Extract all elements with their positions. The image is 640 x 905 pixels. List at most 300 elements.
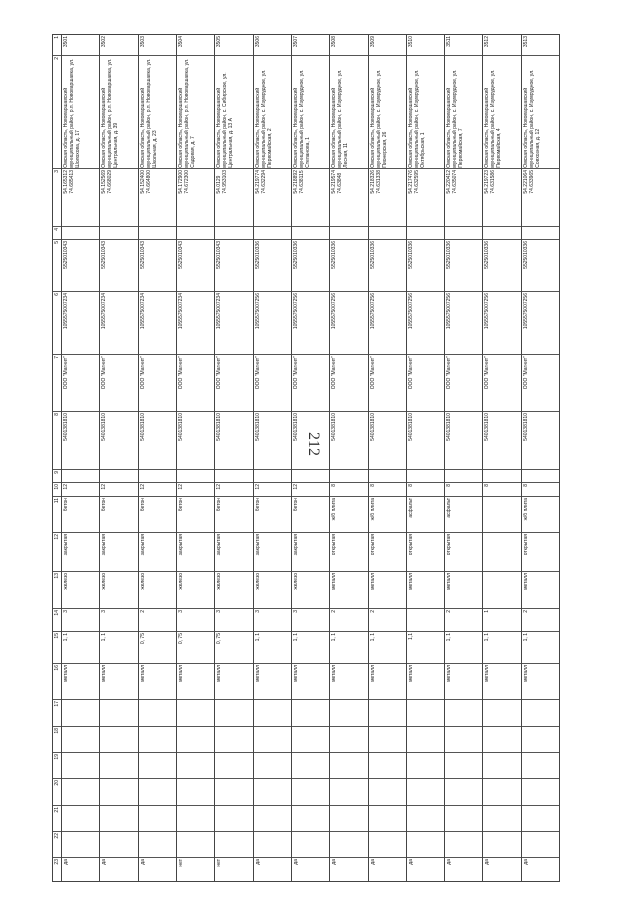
cell: [369, 778, 406, 804]
cell: [407, 532, 444, 571]
cell-text: 5525010343: [101, 241, 108, 270]
cell: [62, 469, 99, 483]
cell: [407, 226, 444, 240]
cell: [330, 482, 367, 496]
cell-text: Омская область, Нововаршавский муниципальный район, р.п. Нововаршавка, ул. Школьная, д. 23: [139, 58, 158, 168]
cell: [177, 608, 214, 632]
cell: [62, 496, 99, 532]
cell-text: [522, 227, 524, 229]
cell: [407, 699, 444, 725]
cell-text: 1055575007234: [139, 293, 146, 330]
cell: [330, 354, 367, 411]
cell: [483, 226, 520, 240]
cell: [330, 532, 367, 571]
cell-text: 22: [54, 833, 60, 839]
cell-text: железо: [101, 573, 108, 590]
cell: [292, 571, 329, 607]
cell: [215, 631, 252, 663]
cell: [254, 857, 291, 881]
cell-text: да: [369, 859, 376, 866]
cell-text: [407, 700, 409, 702]
cell-text: 3506: [254, 36, 261, 48]
cell-text: Омская область, Нововаршавский муниципальный район, с. Изумрудное, ул. Октябрьская, 1: [407, 69, 426, 168]
cell: [62, 699, 99, 725]
cell: [62, 663, 99, 699]
cell: [177, 469, 214, 483]
cell-text: 14: [54, 609, 60, 616]
cell: [254, 831, 291, 857]
cell-text: [254, 753, 256, 755]
cell-text: [483, 806, 485, 808]
cell-text: 5401381810: [139, 413, 146, 442]
cell-text: 1055575007234: [101, 293, 108, 330]
cell-text: 21: [54, 806, 60, 813]
cell-text: 12: [101, 484, 108, 491]
cell-text: [254, 727, 256, 729]
cell-text: 3510: [407, 36, 414, 48]
cell-text: 5401381810: [292, 413, 299, 442]
cell: [215, 291, 252, 354]
cell-text: 3512: [484, 36, 491, 48]
cell-text: 2: [522, 609, 529, 613]
cell: [445, 752, 482, 778]
cell-text: [483, 700, 485, 702]
cell-text: 3509: [369, 36, 376, 48]
cell-text: ООО "Магнит": [254, 356, 261, 390]
cell: [254, 55, 291, 169]
cell-text: 1055575007234: [63, 293, 69, 330]
cell-text: 5525010336: [522, 241, 529, 270]
cell-text: металл: [446, 573, 453, 591]
cell: [483, 571, 520, 607]
cell-text: [62, 832, 64, 834]
cell-text: 16: [54, 665, 60, 671]
cell-text: 8: [369, 484, 376, 488]
table-row: [521, 34, 560, 882]
cell: [330, 469, 367, 483]
cell: [139, 354, 176, 411]
cell: [483, 35, 520, 55]
cell: [62, 608, 99, 632]
cell: [292, 226, 329, 240]
cell-text: металл: [484, 665, 491, 683]
cell: [177, 571, 214, 607]
cell-text: 5525010343: [139, 241, 146, 270]
cell: [215, 168, 252, 225]
cell: [177, 857, 214, 881]
cell-text: закрытая: [63, 534, 69, 556]
cell-text: 5401381810: [216, 413, 223, 442]
cell: [100, 571, 137, 607]
cell-text: открытая: [369, 534, 376, 556]
cell-text: 1, 1: [331, 633, 338, 642]
cell: [215, 226, 252, 240]
cell-text: 5525010343: [216, 241, 223, 270]
cell: [139, 778, 176, 804]
cell-text: [483, 779, 485, 781]
cell: [445, 631, 482, 663]
cell: [369, 482, 406, 496]
cell: [177, 726, 214, 752]
cell-text: да: [331, 859, 338, 866]
cell-text: [100, 779, 102, 781]
cell: [215, 752, 252, 778]
cell-text: 1055575007256: [484, 293, 491, 330]
cell-text: [483, 470, 485, 472]
cell: [330, 752, 367, 778]
cell-text: [522, 470, 524, 472]
cell-text: 12: [292, 484, 299, 491]
cell-text: нет: [216, 859, 223, 868]
cell: [215, 482, 252, 496]
cell: [445, 226, 482, 240]
cell-text: [62, 806, 64, 808]
cell: [292, 805, 329, 831]
cell-text: 5401381810: [446, 413, 453, 442]
cell-text: 3: [54, 170, 60, 174]
cell: [62, 239, 99, 291]
cell-text: [100, 227, 102, 229]
cell-text: да: [446, 859, 453, 866]
cell: [62, 482, 99, 496]
cell: [292, 726, 329, 752]
cell-text: ООО "Магнит": [407, 356, 414, 390]
cell: [100, 168, 137, 225]
cell-text: 5525010336: [407, 241, 414, 270]
cell: [369, 805, 406, 831]
cell: [100, 226, 137, 240]
cell-text: [292, 727, 294, 729]
cell-text: [369, 832, 371, 834]
cell: [177, 411, 214, 468]
cell: [483, 239, 520, 291]
cell-text: нет: [177, 859, 184, 868]
cell: [292, 168, 329, 225]
cell-text: 54.172900 74.672300: [177, 170, 190, 195]
cell: [483, 168, 520, 225]
cell-text: ООО "Магнит": [484, 356, 491, 390]
cell: [330, 778, 367, 804]
cell-text: 1055575007256: [407, 293, 414, 330]
cell: [254, 532, 291, 571]
cell: [330, 226, 367, 240]
cell: [407, 608, 444, 632]
cell-text: 5401381810: [369, 413, 376, 442]
cell: [292, 469, 329, 483]
cell: [292, 354, 329, 411]
cell: [254, 226, 291, 240]
cell-text: асфальт: [446, 498, 453, 518]
cell: [369, 469, 406, 483]
table-row: [368, 34, 406, 882]
cell-text: 54.218326 74.631338: [369, 170, 382, 195]
cell: [100, 608, 137, 632]
cell-text: 6: [54, 293, 60, 296]
table-row: [444, 34, 482, 882]
cell: [53, 291, 61, 354]
cell: [369, 663, 406, 699]
cell-text: [407, 779, 409, 781]
cell-text: 3508: [331, 36, 338, 48]
cell-text: ООО "Магнит": [292, 356, 299, 390]
cell: [292, 778, 329, 804]
cell-text: да: [522, 859, 529, 866]
cell: [62, 532, 99, 571]
cell: [369, 35, 406, 55]
cell: [369, 532, 406, 571]
cell-text: 1, 1: [63, 633, 69, 642]
cell-text: закрытая: [139, 534, 146, 556]
cell-text: [215, 470, 217, 472]
cell-text: 1, 1: [484, 633, 491, 642]
cell-text: 5401381810: [407, 413, 414, 442]
cell: [177, 239, 214, 291]
cell: [62, 291, 99, 354]
cell-text: открытая: [331, 534, 338, 556]
cell-text: 5525010343: [63, 241, 69, 270]
cell: [53, 571, 61, 607]
cell: [139, 752, 176, 778]
cell-text: [369, 806, 371, 808]
cell-text: ООО "Магнит": [177, 356, 184, 390]
cell: [254, 631, 291, 663]
cell-text: 12: [139, 484, 146, 491]
cell: [407, 55, 444, 169]
cell: [445, 496, 482, 532]
cell-text: 3505: [216, 36, 223, 48]
cell: [139, 239, 176, 291]
cell: [53, 663, 61, 699]
cell: [100, 482, 137, 496]
cell: [445, 354, 482, 411]
cell-text: [100, 753, 102, 755]
cell: [177, 354, 214, 411]
cell-text: 13: [54, 573, 60, 579]
cell-text: металл: [292, 665, 299, 683]
cell: [254, 291, 291, 354]
cell: [522, 699, 559, 725]
cell-text: ООО "Магнит": [369, 356, 376, 390]
cell-text: 1, 1: [254, 633, 261, 642]
cell-text: [292, 227, 294, 229]
cell: [215, 35, 252, 55]
cell: [522, 778, 559, 804]
cell: [62, 778, 99, 804]
cell: [139, 291, 176, 354]
cell-text: [215, 806, 217, 808]
cell: [483, 663, 520, 699]
cell-text: [369, 779, 371, 781]
cell-text: [445, 832, 447, 834]
cell-text: [100, 832, 102, 834]
cell-text: 1055575007256: [331, 293, 338, 330]
cell-text: [100, 470, 102, 472]
cell-text: [62, 779, 64, 781]
cell-text: [62, 700, 64, 702]
cell-text: [177, 779, 179, 781]
cell-text: металл: [369, 573, 376, 591]
cell: [483, 291, 520, 354]
cell-text: [407, 753, 409, 755]
cell: [100, 663, 137, 699]
cell: [369, 699, 406, 725]
cell: [177, 35, 214, 55]
cell-text: 2: [331, 609, 338, 613]
cell: [483, 532, 520, 571]
cell-text: [62, 753, 64, 755]
cell: [100, 239, 137, 291]
cell: [483, 55, 520, 169]
cell: [522, 831, 559, 857]
cell: [53, 726, 61, 752]
cell: [53, 35, 61, 55]
cell: [522, 857, 559, 881]
cell-text: 5401381810: [63, 413, 69, 442]
cell-text: 15: [54, 633, 60, 639]
cell: [522, 482, 559, 496]
cell: [407, 239, 444, 291]
cell-text: [445, 700, 447, 702]
cell: [369, 239, 406, 291]
cell-text: 5: [54, 241, 60, 245]
cell-text: металл: [369, 665, 376, 683]
cell-text: [330, 470, 332, 472]
cell: [292, 291, 329, 354]
cell-text: [407, 832, 409, 834]
cell-text: Омская область, Нововаршавский муниципальный район, с. Сибирское, ул. Центральная, д. 13 А: [216, 72, 235, 168]
cell: [292, 496, 329, 532]
cell: [215, 608, 252, 632]
cell: [369, 571, 406, 607]
cell-text: 3503: [139, 36, 146, 48]
cell: [522, 239, 559, 291]
cell: [215, 857, 252, 881]
cell: [62, 571, 99, 607]
cell-text: железо: [139, 573, 146, 590]
cell-text: [330, 700, 332, 702]
cell: [445, 482, 482, 496]
cell: [139, 571, 176, 607]
cell-text: 5525010336: [369, 241, 376, 270]
cell-text: Омская область, Нововаршавский муниципальный район, с. Изумрудное, ул. Совхозная, д. 12: [522, 69, 541, 168]
table-row: [61, 34, 99, 882]
cell-text: открытая: [407, 534, 414, 556]
cell-text: [62, 470, 64, 472]
cell-text: закрытая: [216, 534, 223, 556]
cell: [100, 291, 137, 354]
cell-text: ж/б плита: [369, 498, 376, 521]
cell-text: 54.220412 74.635074: [446, 170, 459, 195]
cell-text: 3501: [63, 36, 69, 48]
cell-text: 11: [54, 498, 60, 504]
cell: [369, 726, 406, 752]
cell: [483, 726, 520, 752]
cell-text: металл: [177, 665, 184, 683]
cell-text: Омская область, Нововаршавский муниципальный район, с. Изумрудное, ул. Первомайская, 4: [484, 69, 503, 168]
cell-text: 5401381810: [522, 413, 529, 442]
cell-text: [254, 832, 256, 834]
cell: [53, 239, 61, 291]
table-row: [291, 34, 329, 882]
cell-text: 4: [54, 227, 60, 231]
cell: [522, 752, 559, 778]
cell: [483, 805, 520, 831]
cell-text: 8: [446, 484, 453, 488]
cell-text: 3: [254, 609, 261, 613]
cell-text: [139, 779, 141, 781]
cell: [369, 631, 406, 663]
cell: [215, 496, 252, 532]
cell-text: металл: [522, 573, 529, 591]
cell-text: 10: [54, 484, 60, 491]
cell: [369, 496, 406, 532]
cell-text: металл: [331, 573, 338, 591]
table-row: [176, 34, 214, 882]
cell: [292, 239, 329, 291]
cell-text: [522, 727, 524, 729]
cell-text: 2: [446, 609, 453, 613]
cell-text: [369, 727, 371, 729]
cell: [177, 291, 214, 354]
cell-text: 5525010336: [446, 241, 453, 270]
cell-text: [100, 727, 102, 729]
cell-text: бетон: [177, 498, 184, 512]
cell: [445, 168, 482, 225]
cell: [330, 631, 367, 663]
cell: [100, 699, 137, 725]
cell: [522, 726, 559, 752]
cell: [522, 35, 559, 55]
cell-text: [139, 832, 141, 834]
cell: [445, 726, 482, 752]
cell-text: [215, 753, 217, 755]
cell: [445, 778, 482, 804]
cell-text: 12: [254, 484, 261, 491]
cell: [407, 482, 444, 496]
cell: [177, 496, 214, 532]
cell-text: [254, 806, 256, 808]
cell-text: 1055575007256: [369, 293, 376, 330]
cell-text: [139, 727, 141, 729]
cell: [100, 631, 137, 663]
cell-text: 3513: [522, 36, 529, 48]
cell: [100, 411, 137, 468]
cell: [62, 411, 99, 468]
cell-text: [215, 832, 217, 834]
cell: [100, 532, 137, 571]
cell-text: закрытая: [177, 534, 184, 556]
cell-text: закрытая: [254, 534, 261, 556]
cell-text: [292, 700, 294, 702]
cell: [62, 35, 99, 55]
cell: [369, 411, 406, 468]
cell: [483, 857, 520, 881]
header-row: [52, 34, 61, 882]
cell: [53, 805, 61, 831]
cell: [445, 291, 482, 354]
cell: [292, 752, 329, 778]
cell: [292, 663, 329, 699]
cell-text: [254, 227, 256, 229]
cell-text: да: [63, 859, 69, 866]
cell: [369, 752, 406, 778]
cell: [445, 469, 482, 483]
cell: [407, 631, 444, 663]
cell-text: 5401381810: [484, 413, 491, 442]
cell: [292, 35, 329, 55]
cell-text: [445, 227, 447, 229]
cell: [330, 571, 367, 607]
